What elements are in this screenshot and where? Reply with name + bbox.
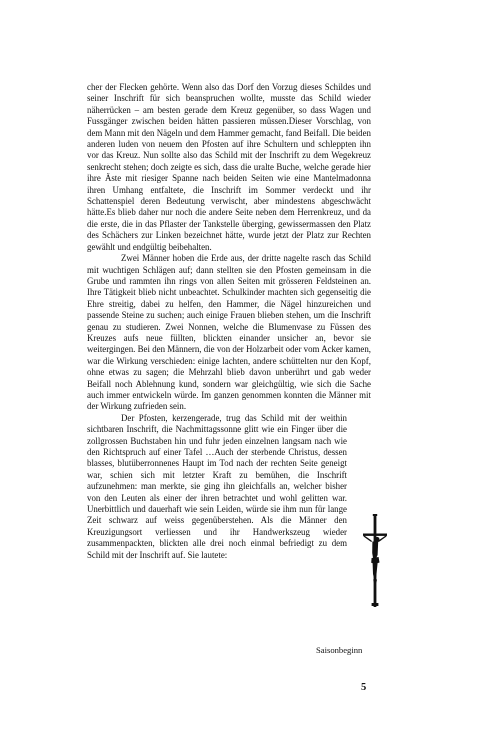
closing-word: Saisonbeginn <box>316 645 363 655</box>
paragraph-2: Zwei Männer hoben die Erde aus, der dritte nagelte rasch das Schild mit wuchtigen Schlägen auf; dann stellten sie den Pfosten gemeinsam in die Grube und rammten ihn rings von allen Seiten mit grösseren Feldsteinen an. Ihre Tätigkeit blieb nicht unbeachtet. Schulkinder machten sich gegenseitig die Ehre streitig, dabei zu helfen, den Hammer, die Nägel hinzureichen und passende Steine zu suchen; auch einige Frauen blieben stehen, um die Inschrift genau zu studieren. Zwei Nonnen, welche die Blumenvase zu Füssen des Kreuzes aufs neue füllten, blickten einander unsicher an, bevor sie weitergingen. Bei den Männern, die von der Holzarbeit oder vom Acker kamen, war die Wirkung verschieden: einige lachten, andere schüttelten nur den Kopf, ohne etwas zu sagen; die Mehrzahl blieb davon unberührt und gab weder Beifall noch Ablehnung kund, sondern war gleichgültig, wie sich die Sache auch immer entwickeln würde. Im ganzen genommen konnten die Männer mit der Wirkung zufrieden sein. <box>87 253 371 412</box>
paragraph-1: cher der Flecken gehörte. Wenn also das Dorf den Vorzug dieses Schildes und seiner Inschrift für sich beanspruchen wollte, musste das Schild wieder näherrücken – am besten gerade dem Kreuz gegenüber, so dass Wagen und Fussgänger zwischen beiden hätten passieren müssen.Dieser Vorschlag, von dem Mann mit den Nägeln und dem Hammer gemacht, fand Beifall. Die beiden anderen luden von neuem den Pfosten auf ihre Schultern und schleppten ihn vor das Kreuz. Nun sollte also das Schild mit der Inschrift zu dem Wegekreuz senkrecht stehen; doch zeigte es sich, dass die uralte Buche, welche gerade hier ihre Äste mit riesiger Spanne nach beiden Seiten wie eine Mantelmadonna ihren Umhang entfaltete, die Inschrift im Sommer verdeckt und ihr Schattenspiel deren Bedeutung verwischt, aber mindestens abgeschwächt hätte.Es blieb daher nur noch die andere Seite neben dem Herrenkreuz, und da die erste, die in das Pflaster der Tankstelle überging, gewissermassen den Platz des Schächers zur Linken bezeichnet hätte, wurde jetzt der Platz zur Rechten gewählt und endgültig beibehalten. <box>87 82 371 252</box>
body-text <box>87 82 371 607</box>
crucifix-icon <box>359 513 391 609</box>
page-number: 5 <box>361 682 367 693</box>
paragraph-3 <box>87 413 371 561</box>
paragraph-3-text: Der Pfosten, kerzengerade, trug das Schild mit der weithin sichtbaren Inschrift, die Nachmittagssonne glitt wie ein Finger über die zollgrossen Buchstaben hin und fuhr jeden einzelnen langsam nach wie den Richtspruch auf einer Tafel …Auch der sterbende Christus, dessen blasses, blutüberronnenes Haupt im Tod nach der rechten Seite geneigt war, schien sich mit letzter Kraft zu bemühen, die Inschrift aufzunehmen: man merkte, sie ging ihn gleichfalls an, welcher bisher von den Leuten als einer der ihren betrachtet und wohl gelitten war. Unerbittlich und dauerhaft wie sein Leiden, würde sie ihm nun für lange Zeit schwarz auf weiss gegenüberstehen. Als die Männer den Kreuzigungsort verliessen und ihr Handwerkszeug wieder zusammenpackten, blickten alle drei noch einmal befriedigt zu dem Schild mit der Inschrift auf. Sie lautete: <box>87 412 347 560</box>
